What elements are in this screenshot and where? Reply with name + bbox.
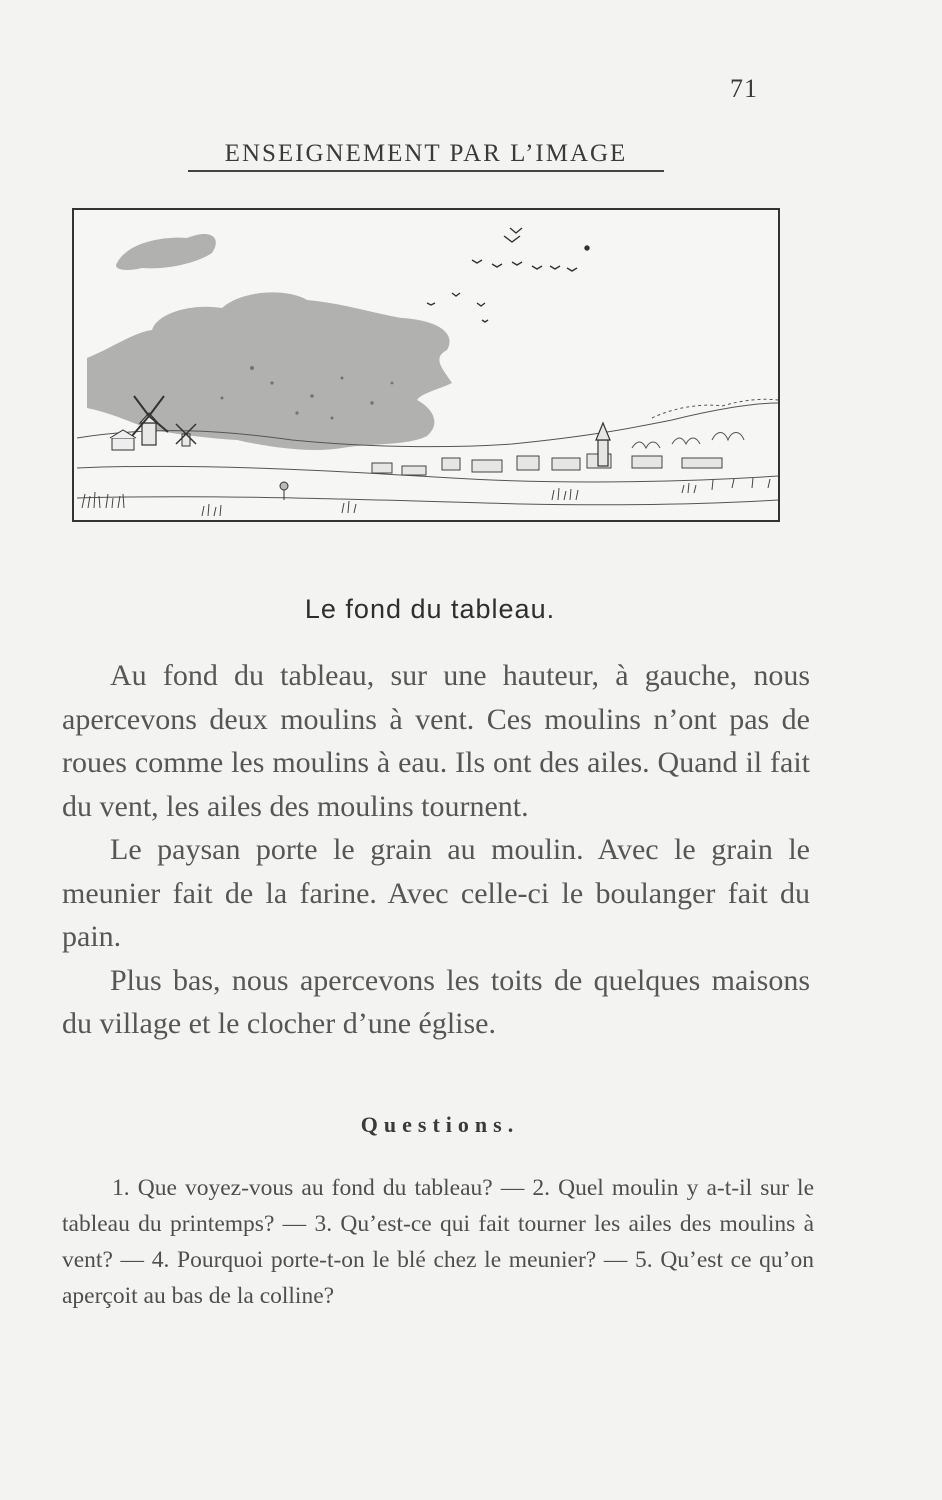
- paragraph: Au fond du tableau, sur une hauteur, à gauche, nous apercevons deux moulins à vent. Ces moulins n’ont pas de roues comme les moulins à eau. Ils ont des ailes. Quand il fait du vent, les ailes des moulins tournent.: [62, 659, 810, 823]
- page-number: 71: [730, 74, 758, 103]
- paragraph: Plus bas, nous apercevons les toits de quelques maisons du village et le clocher d’une église.: [62, 963, 810, 1040]
- running-head: ENSEIGNEMENT PAR L’IMAGE: [188, 140, 664, 172]
- section-title: Le fond du tableau.: [304, 594, 556, 624]
- questions-text: 1. Que voyez-vous au fond du tableau? — 2. Quel moulin y a-t-il sur le tableau du printemps? — 3. Qu’est-ce qui fait tourner les ailes des moulins à vent? — 4. Pourquoi porte-t-on le blé chez le meunier? — 5. Qu’est ce qu’on aperçoit au bas de la colline?: [62, 1175, 814, 1309]
- body-text: [62, 654, 810, 1046]
- questions-heading: Questions.: [360, 1112, 520, 1137]
- windmills-landscape-illustration: [72, 208, 782, 524]
- paragraph: Le paysan porte le grain au moulin. Avec le grain le meunier fait de la farine. Avec celle-ci le boulanger fait du pain.: [62, 833, 810, 953]
